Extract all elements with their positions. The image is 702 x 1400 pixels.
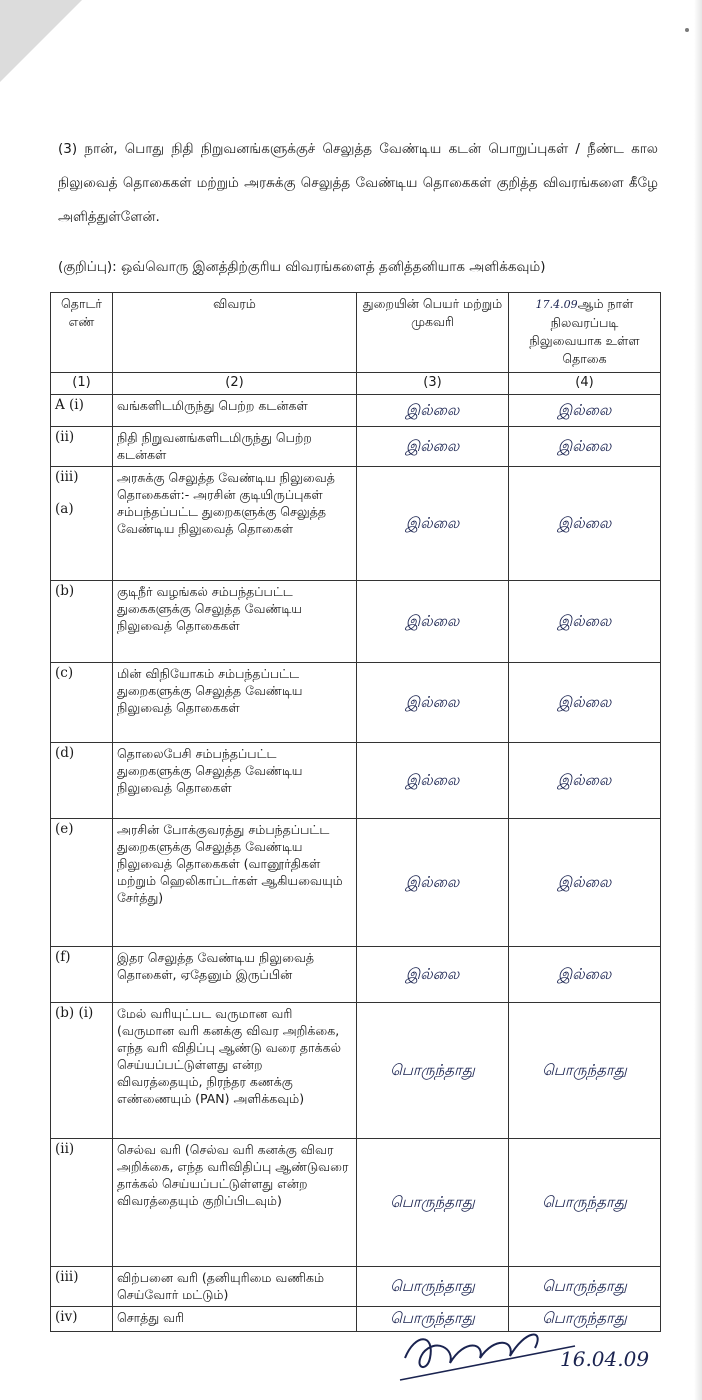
header-serial: தொடர் எண் <box>51 293 113 373</box>
row-department-handwritten: பொருந்தாது <box>357 1139 509 1267</box>
row-serial: (ii) <box>51 1139 113 1267</box>
row-amount-handwritten: பொருந்தாது <box>509 1003 661 1139</box>
row-description: நிதி நிறுவனங்களிடமிருந்து பெற்ற கடன்கள் <box>113 427 357 467</box>
col-number: (2) <box>113 373 357 395</box>
row-serial: (c) <box>51 663 113 743</box>
table-row <box>51 467 661 581</box>
row-serial: (iii) <box>51 1267 113 1307</box>
intro-paragraph: (3) நான், பொது நிதி நிறுவனங்களுக்குச் செலுத்த வேண்டிய கடன் பொறுப்புகள் / நீண்ட கால நிலுவைத் தொகைகள் மற்றும் அரசுக்கு செலுத்த வேண்டிய தொகைகள் குறித்த விவரங்களை கீழே அளித்துள்ளேன். <box>58 141 658 225</box>
signature-stroke <box>405 1335 538 1368</box>
table-row <box>51 663 661 743</box>
row-department-handwritten: இல்லை <box>357 663 509 743</box>
row-department-handwritten: இல்லை <box>357 427 509 467</box>
column-number-row <box>51 373 661 395</box>
row-serial: (ii) <box>51 427 113 467</box>
folded-corner <box>0 0 82 82</box>
row-department-handwritten: இல்லை <box>357 581 509 663</box>
row-amount-handwritten: இல்லை <box>509 427 661 467</box>
table-row <box>51 427 661 467</box>
row-serial: (b) (i) <box>51 1003 113 1139</box>
row-description: குடிநீர் வழங்கல் சம்பந்தப்பட்ட துகைகளுக்கு செலுத்த வேண்டிய நிலுவைத் தொகைகள் <box>113 581 357 663</box>
table-header-row <box>51 293 661 373</box>
row-description: மேல் வரியுட்பட வருமான வரி (வருமான வரி கனக்கு விவர அறிக்கை, எந்த வரி விதிப்பு ஆண்டு வரை தாக்கல் செய்யப்பட்டுள்ளது என்ற விவரத்தையும், நிரந்தர கணக்கு எண்ணையும் (PAN) அளிக்கவும்) <box>113 1003 357 1139</box>
col-number: (4) <box>509 373 661 395</box>
row-description: தொலைபேசி சம்பந்தப்பட்ட துறைகளுக்கு செலுத்த வேண்டிய நிலுவைத் தொகைள் <box>113 743 357 819</box>
row-amount-handwritten: இல்லை <box>509 581 661 663</box>
row-description: இதர செலுத்த வேண்டிய நிலுவைத் தொகைள், ஏதேனும் இருப்பின் <box>113 947 357 1003</box>
row-description: மின் விநியோகம் சம்பந்தப்பட்ட துறைகளுக்கு செலுத்த வேண்டிய நிலுவைத் தொகைகள் <box>113 663 357 743</box>
row-serial: (f) <box>51 947 113 1003</box>
header-balance-label: ஆம் நாள் நிலவரப்படி நிலுவையாக உள்ள தொகை <box>529 296 640 366</box>
row-amount-handwritten: இல்லை <box>509 467 661 581</box>
row-description: அரசுக்கு செலுத்த வேண்டிய நிலுவைத் தொகைகள்:- அரசின் குடியிருப்புகள் சம்பந்தப்பட்ட துறைகளுக்கு செலுத்த வேண்டிய நிலுவைத் தொகைள் <box>113 467 357 581</box>
row-amount-handwritten: இல்லை <box>509 947 661 1003</box>
page-edge-shadow <box>694 0 702 1400</box>
table-row <box>51 581 661 663</box>
col-number: (3) <box>357 373 509 395</box>
row-serial: (e) <box>51 819 113 947</box>
liabilities-table <box>50 292 661 1332</box>
header-balance <box>509 293 661 373</box>
row-serial: (b) <box>51 581 113 663</box>
table-row <box>51 1139 661 1267</box>
row-department-handwritten: பொருந்தாது <box>357 1003 509 1139</box>
row-amount-handwritten: பொருந்தாது <box>509 1307 661 1332</box>
row-amount-handwritten: இல்லை <box>509 663 661 743</box>
row-amount-handwritten: பொருந்தாது <box>509 1267 661 1307</box>
table-row <box>51 947 661 1003</box>
table-row <box>51 1003 661 1139</box>
row-department-handwritten: இல்லை <box>357 743 509 819</box>
note-text: (குறிப்பு): ஒவ்வொரு இனத்திற்குரிய விவரங்களைத் தனித்தனியாக அளிக்கவும்) <box>58 259 546 275</box>
row-serial: (iii) (a) <box>51 467 113 581</box>
row-department-handwritten: இல்லை <box>357 947 509 1003</box>
row-department-handwritten: பொருந்தாது <box>357 1307 509 1332</box>
handwritten-date: 17.4.09 <box>535 298 578 311</box>
row-department-handwritten: இல்லை <box>357 395 509 427</box>
row-amount-handwritten: இல்லை <box>509 395 661 427</box>
row-department-handwritten: இல்லை <box>357 467 509 581</box>
signature <box>395 1318 675 1388</box>
table-row <box>51 819 661 947</box>
table-row <box>51 395 661 427</box>
row-serial: (iv) <box>51 1307 113 1332</box>
header-description: விவரம் <box>113 293 357 373</box>
row-amount-handwritten: இல்லை <box>509 819 661 947</box>
row-amount-handwritten: பொருந்தாது <box>509 1139 661 1267</box>
row-description: செல்வ வரி (செல்வ வரி கனக்கு விவர அறிக்கை, எந்த வரிவிதிப்பு ஆண்டுவரை தாக்கல் செய்யப்பட்டுள்ளது என்ற விவரத்தையும் குறிப்பிடவும்) <box>113 1139 357 1267</box>
col-number: (1) <box>51 373 113 395</box>
row-amount-handwritten: இல்லை <box>509 743 661 819</box>
table-row <box>51 743 661 819</box>
row-department-handwritten: பொருந்தாது <box>357 1267 509 1307</box>
table-row <box>51 1267 661 1307</box>
row-department-handwritten: இல்லை <box>357 819 509 947</box>
signature-date: 16.04.09 <box>560 1347 650 1371</box>
header-department: துறையின் பெயர் மற்றும் முகவரி <box>357 293 509 373</box>
row-serial: (d) <box>51 743 113 819</box>
signature-underline <box>400 1346 575 1380</box>
row-description: விற்பனை வரி (தனியுரிமை வணிகம் செய்வோர் மட்டும்) <box>113 1267 357 1307</box>
row-serial: A (i) <box>51 395 113 427</box>
row-description: அரசின் போக்குவரத்து சம்பந்தப்பட்ட துறைகளுக்கு செலுத்த வேண்டிய நிலுவைத் தொகைகள் (வானூர்திகள் மற்றும் ஹெலிகாப்டர்கள் ஆகியவையும் சேர்த்து) <box>113 819 357 947</box>
row-description: வங்களிடமிருந்து பெற்ற கடன்கள் <box>113 395 357 427</box>
row-description: சொத்து வரி <box>113 1307 357 1332</box>
punch-mark <box>685 28 689 32</box>
